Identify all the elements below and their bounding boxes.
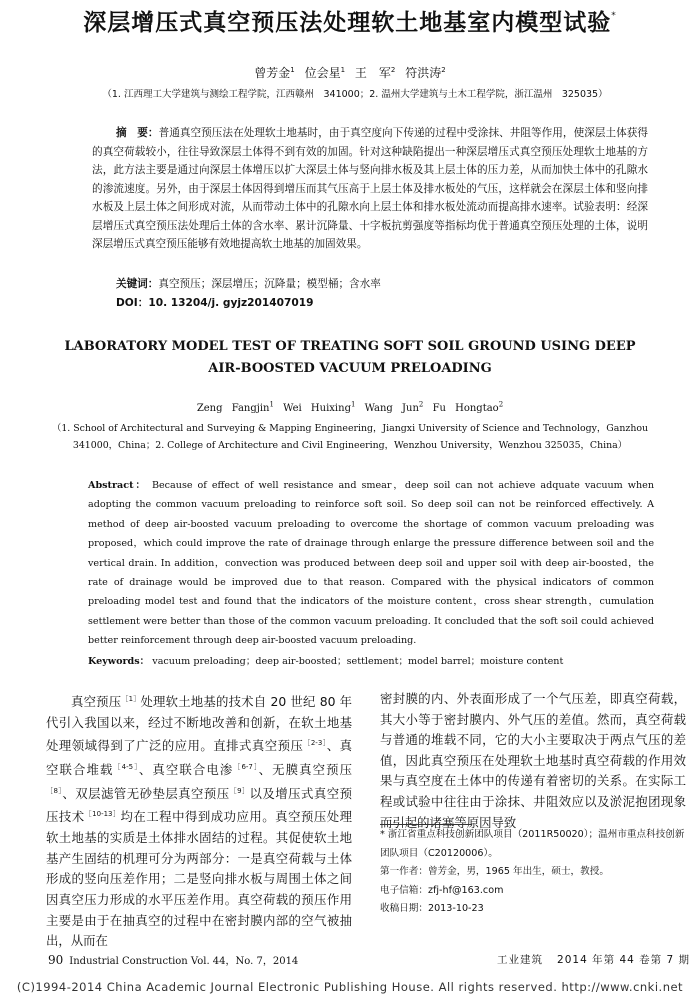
author-en: Fu Hongtao$^2$ bbox=[432, 401, 504, 415]
footnotes bbox=[380, 826, 686, 919]
keywords-cn-label: 关键词： bbox=[116, 278, 159, 290]
keywords-cn bbox=[116, 276, 656, 291]
abstract-cn bbox=[92, 124, 648, 254]
footnote-author: 第一作者：曾芳金，男，1965 年出生，硕士，教授。 bbox=[380, 866, 609, 877]
doi: DOI：10. 13204/j. gyjz201407019 bbox=[116, 297, 314, 309]
abstract-cn-label: 摘 要： bbox=[116, 127, 159, 139]
abstract-en-text: Because of effect of well resistance and smear，deep soil can not achieve adquate vacuum when adopting the common vacuum preloading to reinforce soft soil. So deep soil can not be reinforced effectively. A method of deep air-boosted vacuum preloading to overcome the shortage of common vacuum preloading was proposed，which could improve the rate of drainage through enlarge the pressure difference between soil and the vertical drain. In addition，convection was produced between deep soil and upper soil with deep air-boosted，the rate of drainage would be improved due to that reason. Compared with the physical indicators of common preloading model test and found that the indicators of the moisture content，cross shear strength，cumulation settlement were better than those of the common vacuum preloading. It concluded that the soft soil could achieved better reinforcement through deep air-boosted vacuum preloading. bbox=[88, 480, 655, 647]
abstract-cn-text: 普通真空预压法在处理软土地基时，由于真空度向下传递的过程中受涂抹、井阻等作用，使深层土体获得的真空荷载较小，往往导致深层土体得不到有效的加固。针对这种缺陷提出一种深层增压式真空预压处理软土地基的方法，此方法主要是通过向深层土体增压以扩大深层土体与竖向排水板及其上层土体的压力差，从而加快土体中的孔隙水的渗流速度。另外，由于深层土体因得到增压而其气压高于上层土体及排水板处的气压，这样就会在深层土体和竖向排水板及上层土体之间形成对流，从而带动土体中的孔隙水向上层土体和排水板处流动而提高排水速率。试验表明：经深层增压式真空预压法处理后土体的含水率、累计沉降量、十字板抗剪强度等指标均优于普通真空预压处理的土体，说明深层增压式真空预压能够有效地提高软土地基的加固效果。 bbox=[92, 127, 649, 250]
author-cn: 位会星$^1$ bbox=[304, 66, 346, 80]
title-footnote-mark: * bbox=[611, 11, 617, 21]
citation: ［2-3］ bbox=[303, 739, 327, 748]
citation: ［1］ bbox=[121, 695, 141, 703]
footer-right bbox=[497, 952, 690, 967]
citation: ［10-13］ bbox=[84, 810, 121, 819]
body-column-left: 真空预压$^{[1]}$处理软土地基的技术自 20 世纪 80 年代引入我国以来，经过不断地改善和创新，在软土地基处理领域得到了广泛的应用。直排式真空预压$^{[2-3]}$、真空联合堆载$^{[4-5]}$、真空联合电渗$^{[6-7]}$、无膜真空预压$^{[8]}$、双层滤管无砂垫层真空预压$^{[9]}$以及增压式真空预压技术$^{[10-13]}$均在工程中得到成功应用。真空预压处理软土地基的实质是土体排水固结的过程。其促使软土地基产生固结的机理可分为两部分：一是真空荷载与土体形成的竖向压差作用；二是竖向排水板与周围土体之间因真空压力形成的水平压差作用。真空荷载的预压作用主要是由于在抽真空的过程中在密封膜内部的空气被抽出，从而在 bbox=[46, 694, 353, 949]
footer-left bbox=[48, 952, 298, 967]
author-en: Wang Jun$^2$ bbox=[364, 401, 424, 415]
title-en-line1: LABORATORY MODEL TEST OF TREATING SOFT SOIL GROUND USING DEEP bbox=[64, 339, 636, 354]
journal-en: Industrial Construction Vol. 44，No. 7，2014 bbox=[69, 956, 299, 967]
keywords-en bbox=[88, 653, 654, 667]
author-en: Zeng Fangjin$^1$ bbox=[196, 401, 274, 415]
footnote-date: 收稿日期：2013-10-23 bbox=[380, 903, 484, 914]
author-cn: 王 军$^2$ bbox=[354, 66, 396, 80]
author-cn: 曾芳金$^1$ bbox=[254, 66, 295, 80]
title-en-line2: AIR-BOOSTED VACUUM PRELOADING bbox=[208, 361, 492, 376]
footnote-fund: * 浙江省重点科技创新团队项目（2011R50020）；温州市重点科技创新团队项目（C20120006）。 bbox=[380, 829, 685, 859]
author-cn: 符洪涛$^2$ bbox=[405, 66, 446, 80]
authors-cn bbox=[0, 64, 700, 81]
issue-cn: 2014 年第 44 卷第 7 期 bbox=[557, 954, 690, 966]
citation: ［4-5］ bbox=[113, 763, 139, 772]
page-number: 90 bbox=[48, 953, 64, 967]
citation: ［6-7］ bbox=[233, 763, 259, 772]
keywords-cn-text: 真空预压；深层增压；沉降量；模型桶；含水率 bbox=[158, 278, 381, 290]
journal-cn: 工业建筑 bbox=[497, 954, 544, 966]
keywords-en-label: Keywords： bbox=[88, 656, 150, 667]
title-cn-text: 深层增压式真空预压法处理软土地基室内模型试验 bbox=[83, 10, 612, 36]
abstract-en bbox=[88, 476, 654, 651]
abstract-en-label: Abstract： bbox=[88, 480, 147, 491]
citation: ［8］ bbox=[46, 786, 63, 795]
paper-title-cn bbox=[0, 4, 700, 37]
authors-en bbox=[0, 401, 700, 414]
body-column-right: 密封膜的内、外表面形成了一个气压差，即真空荷载，其大小等于密封膜内、外气压的差值。然而，真空荷载与普通的堆载不同，它的大小主要取决于两点气压的差值，因此真空预压在处理软土地基时真空荷载的作用效果与真空度在土体中的传递有着密切的关系。在实际工程或试验中往往由于涂抹、井阻效应以及淤泥抱团现象而引起的诸塞等原因导致 bbox=[380, 691, 686, 830]
copyright-line: (C)1994-2014 China Academic Journal Electronic Publishing House. All rights reserved. http://www.cnki.net bbox=[16, 980, 684, 994]
affiliation-en: （1. School of Architectural and Surveying & Mapping Engineering，Jiangxi University of Science and Technology，Ganzhou 341000，China；2. College of Architecture and Civil Engineering，Wenzhou University，Wenzhou 325035，China） bbox=[51, 423, 649, 451]
keywords-en-text: vacuum preloading；deep air-boosted；settlement；model barrel；moisture content bbox=[152, 656, 564, 667]
paper-title-en bbox=[40, 336, 660, 380]
author-en: Wei Huixing$^1$ bbox=[283, 401, 356, 415]
citation: ［9］ bbox=[229, 786, 250, 795]
footnote-email: 电子信箱：zfj-hf@163.com bbox=[380, 884, 504, 896]
affiliation-cn: （1. 江西理工大学建筑与测绘工程学院，江西赣州 341000；2. 温州大学建筑与土木工程学院，浙江温州 325035） bbox=[102, 89, 608, 100]
footnote-divider bbox=[380, 824, 472, 825]
